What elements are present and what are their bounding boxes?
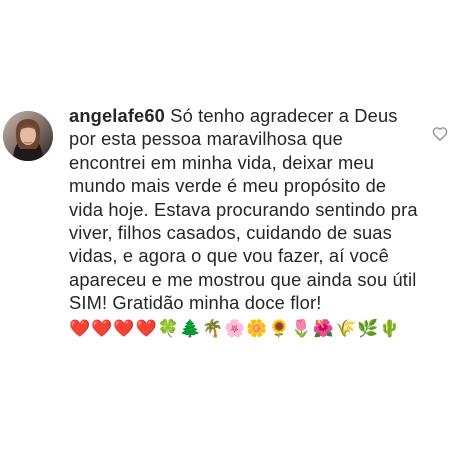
comment-text-block — [69, 104, 419, 341]
comment-body: Só tenho agradecer a Deus por esta pessoa maravilhosa que encontrei em minha vida, deixar meu mundo mais verde é meu propósito de vida hoje. Estava procurando sentindo pra viver, filhos casados, cuidando de suas vidas, e agora o que vou fazer, aí você apareceu e me mostrou que ainda sou útil SIM! Gratidão minha doce flor! — [69, 105, 418, 314]
comment-username[interactable]: angelafe60 — [69, 105, 166, 126]
heart-outline-icon[interactable] — [432, 126, 448, 142]
avatar[interactable] — [3, 111, 53, 161]
comment-emojis: ❤️❤️❤️❤️🍀🌲🌴🌸🌼🌻🌷🌺🌾🌿🌵 — [69, 318, 402, 338]
avatar-photo — [3, 111, 53, 161]
